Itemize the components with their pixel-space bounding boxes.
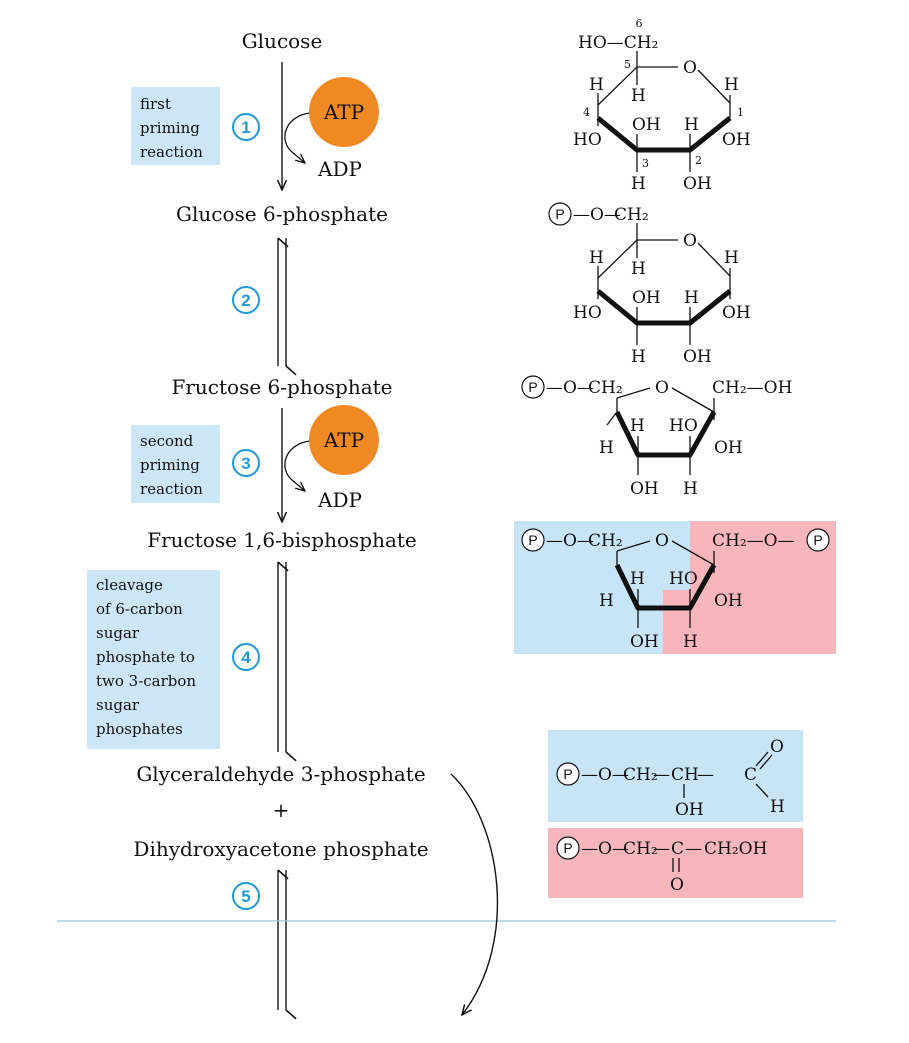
metabolite-glucose: Glucose xyxy=(241,29,323,53)
svg-text:H: H xyxy=(589,248,604,268)
svg-text:—O—: —O— xyxy=(546,378,594,398)
svg-text:H: H xyxy=(631,259,646,279)
svg-text:O: O xyxy=(683,231,697,251)
svg-text:P: P xyxy=(528,532,538,548)
svg-text:—: — xyxy=(653,765,670,785)
svg-text:OH: OH xyxy=(630,632,659,652)
svg-text:H: H xyxy=(684,115,699,135)
svg-text:CH₂: CH₂ xyxy=(614,205,649,225)
structure-glucose-6-phosphate xyxy=(549,203,751,367)
step-3-number: 3 xyxy=(241,454,251,473)
structure-dihydroxyacetone-phosphate xyxy=(548,828,803,898)
svg-text:5: 5 xyxy=(624,58,631,71)
svg-text:6: 6 xyxy=(635,17,643,30)
svg-text:H: H xyxy=(724,248,739,268)
svg-text:H: H xyxy=(631,174,646,194)
svg-text:P: P xyxy=(555,206,565,222)
svg-text:OH: OH xyxy=(632,288,661,308)
svg-text:1: 1 xyxy=(737,106,744,119)
svg-text:HO—CH₂: HO—CH₂ xyxy=(578,33,659,53)
svg-text:CH₂: CH₂ xyxy=(588,531,623,551)
svg-text:2: 2 xyxy=(695,154,702,167)
step-5-number: 5 xyxy=(241,887,251,906)
svg-text:HO: HO xyxy=(669,416,698,436)
svg-text:H: H xyxy=(631,347,646,367)
atp-label-2: ATP xyxy=(323,428,365,452)
svg-text:—O—: —O— xyxy=(581,765,629,785)
svg-text:O: O xyxy=(670,875,684,895)
svg-text:OH: OH xyxy=(675,800,704,820)
svg-text:—: — xyxy=(685,839,702,859)
svg-text:H: H xyxy=(724,75,739,95)
svg-text:3: 3 xyxy=(642,157,649,170)
step-3-cofactor-arrow xyxy=(285,441,310,491)
svg-text:OH: OH xyxy=(722,130,751,150)
svg-text:HO: HO xyxy=(669,569,698,589)
atp-label-1: ATP xyxy=(323,100,365,124)
plus-sign: + xyxy=(272,798,290,822)
svg-text:—O—: —O— xyxy=(581,839,629,859)
step-1-note: first priming reaction xyxy=(140,95,203,161)
svg-text:O: O xyxy=(683,58,697,78)
svg-text:H: H xyxy=(599,591,614,611)
svg-text:C: C xyxy=(671,839,685,859)
svg-text:CH₂—OH: CH₂—OH xyxy=(712,378,793,398)
svg-text:C: C xyxy=(744,765,758,785)
step-2-number: 2 xyxy=(241,291,251,310)
svg-text:CH₂: CH₂ xyxy=(588,378,623,398)
svg-text:4: 4 xyxy=(583,106,590,119)
svg-text:OH: OH xyxy=(714,438,743,458)
svg-text:CH₂—O—: CH₂—O— xyxy=(712,531,795,551)
svg-text:CH₂: CH₂ xyxy=(623,839,658,859)
structure-fructose-6-phosphate xyxy=(522,376,792,499)
step-4-note: cleavage of 6-carbon sugar phosphate to two 3-carbon sugar phosphates xyxy=(96,576,197,738)
svg-text:CH₂: CH₂ xyxy=(623,765,658,785)
step-1-cofactor-arrow xyxy=(285,113,310,163)
svg-text:—: — xyxy=(697,765,714,785)
svg-text:P: P xyxy=(563,766,573,782)
svg-text:O: O xyxy=(655,378,669,398)
structure-fructose-1-6-bisphosphate xyxy=(514,521,836,654)
svg-text:P: P xyxy=(563,840,573,856)
svg-text:OH: OH xyxy=(683,347,712,367)
adp-label-2: ADP xyxy=(318,488,362,512)
svg-text:CH: CH xyxy=(671,765,699,785)
metabolite-glyceraldehyde-3-phosphate: Glyceraldehyde 3-phosphate xyxy=(136,762,426,786)
svg-text:CH₂OH: CH₂OH xyxy=(704,839,768,859)
svg-text:H: H xyxy=(684,288,699,308)
svg-text:H: H xyxy=(630,569,645,589)
metabolite-fructose-1-6-bisphosphate: Fructose 1,6-bisphosphate xyxy=(147,528,417,552)
adp-label-1: ADP xyxy=(318,157,362,181)
svg-text:—O—: —O— xyxy=(546,531,594,551)
step-1-number: 1 xyxy=(241,118,251,137)
svg-text:OH: OH xyxy=(630,479,659,499)
structure-glyceraldehyde-3-phosphate xyxy=(548,730,803,822)
step-3-note: second priming reaction xyxy=(140,432,203,498)
svg-text:H: H xyxy=(589,75,604,95)
svg-text:O: O xyxy=(770,737,784,757)
step-4-number: 4 xyxy=(241,648,251,667)
curved-arrow xyxy=(451,774,497,1015)
svg-text:OH: OH xyxy=(714,591,743,611)
svg-text:H: H xyxy=(599,438,614,458)
svg-text:H: H xyxy=(631,86,646,106)
svg-text:P: P xyxy=(528,379,538,395)
structure-glucose xyxy=(573,17,751,194)
svg-text:H: H xyxy=(683,632,698,652)
svg-text:HO: HO xyxy=(573,130,602,150)
svg-text:H: H xyxy=(683,479,698,499)
svg-text:OH: OH xyxy=(722,303,751,323)
svg-text:H: H xyxy=(630,416,645,436)
svg-text:O: O xyxy=(655,531,669,551)
svg-text:OH: OH xyxy=(683,174,712,194)
svg-text:—O—: —O— xyxy=(573,205,621,225)
svg-text:P: P xyxy=(813,532,823,548)
svg-text:HO: HO xyxy=(573,303,602,323)
metabolite-fructose-6-phosphate: Fructose 6-phosphate xyxy=(171,375,393,399)
svg-text:OH: OH xyxy=(632,115,661,135)
metabolite-glucose-6-phosphate: Glucose 6-phosphate xyxy=(176,202,388,226)
metabolite-dihydroxyacetone-phosphate: Dihydroxyacetone phosphate xyxy=(133,837,429,861)
svg-text:—: — xyxy=(653,839,670,859)
svg-text:H: H xyxy=(770,797,785,817)
